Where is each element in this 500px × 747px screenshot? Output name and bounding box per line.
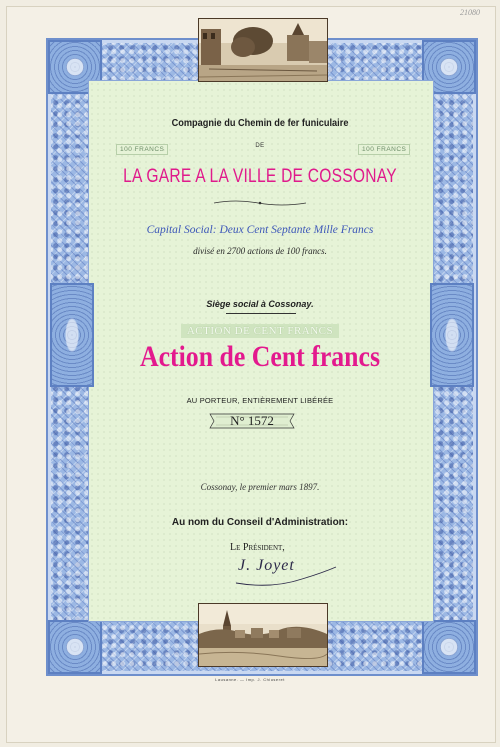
- denomination-label-right: 100 FRANCS: [358, 144, 410, 155]
- signature-text: J. Joyet: [238, 557, 295, 574]
- number-prefix: N°: [230, 413, 245, 428]
- board-line: Au nom du Conseil d'Administration:: [171, 517, 349, 528]
- certificate-number-box: [206, 411, 298, 431]
- issue-date: Cossonay, le premier mars 1897.: [200, 482, 320, 492]
- certificate-number: 1572: [247, 413, 274, 428]
- town-vignette-top: [198, 18, 328, 82]
- president-signature: [232, 553, 342, 591]
- capital-line: Capital Social: Deux Cent Septante Mille Francs: [146, 224, 374, 236]
- ghost-watermark-text: ACTION DE CENT FRANCS: [88, 325, 432, 337]
- president-label: Le Président,: [230, 542, 285, 553]
- action-title: Action de Cent francs: [139, 340, 381, 373]
- corner-ornament-bottom-left: [48, 620, 102, 674]
- divider-ornament: [212, 199, 308, 207]
- village-vignette-bottom: [198, 603, 328, 667]
- shares-line: divisé en 2700 actions de 100 francs.: [193, 246, 327, 256]
- printer-credit: Lausanne. — Imp. J. Chiuseret: [215, 677, 285, 682]
- company-name: LA GARE A LA VILLE DE COSSONAY: [123, 166, 397, 187]
- de-label: DE: [255, 143, 265, 149]
- archive-number: 21080: [460, 8, 480, 17]
- side-ornament-right: [430, 283, 474, 387]
- bearer-line: AU PORTEUR, ENTIÈREMENT LIBÉRÉE: [186, 396, 334, 405]
- denomination-label-left: 100 FRANCS: [116, 144, 168, 155]
- registered-office: Siège social à Cossonay.: [206, 299, 314, 309]
- corner-ornament-bottom-right: [422, 620, 476, 674]
- company-line: Compagnie du Chemin de fer funiculaire: [171, 118, 349, 129]
- office-underline: [226, 313, 296, 314]
